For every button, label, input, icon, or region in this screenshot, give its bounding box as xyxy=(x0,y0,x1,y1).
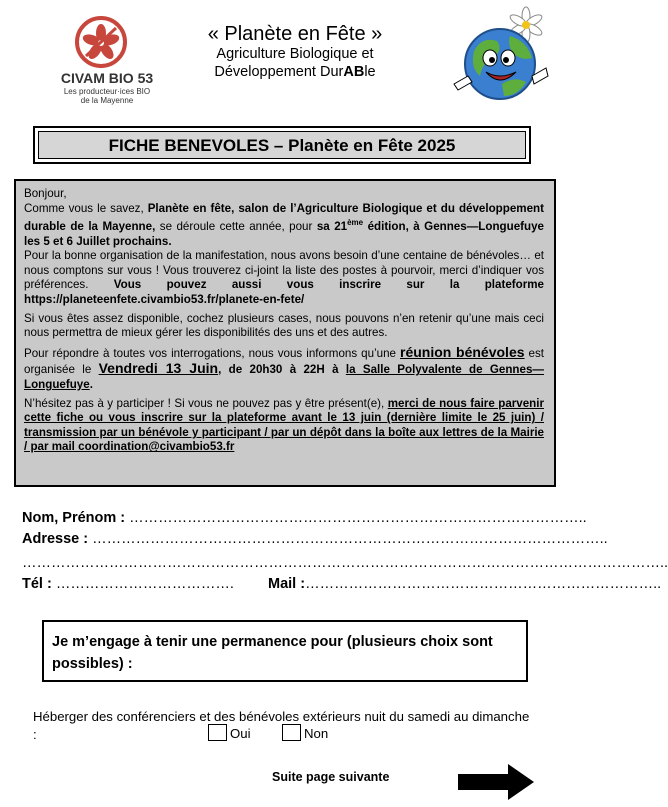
commitment-box xyxy=(42,620,528,682)
mail-label: Mail : xyxy=(268,576,306,592)
hosting-text: Héberger des conférenciers et des bénévoles extérieurs nuit du samedi au dimanche : xyxy=(33,709,530,742)
commitment-text: Je m’engage à tenir une permanence pour (plusieurs choix sont possibles) : xyxy=(52,634,493,672)
meeting-location: la Salle Polyvalente de Gennes—Longuefuye xyxy=(24,363,545,391)
greeting: Bonjour, xyxy=(24,187,67,200)
intro-text: Comme vous le savez, xyxy=(24,201,148,215)
event-dates: édition, à Gennes—Longuefuye les 5 et 6 Juillet prochains. xyxy=(24,220,544,248)
volunteer-paragraph xyxy=(24,249,544,307)
mail-field[interactable] xyxy=(268,574,661,594)
logo-brand-name: CIVAM BIO 53 xyxy=(60,70,154,86)
event-description: Planète en fête, salon de l’Agriculture Biologique et du développement durable de la Mayenne, xyxy=(24,201,544,234)
meeting-date: Vendredi 13 Juin xyxy=(98,360,219,377)
meeting-paragraph xyxy=(24,345,544,393)
address-field[interactable] xyxy=(22,529,608,549)
logo-tagline-line-2: de la Mayenne xyxy=(80,96,134,105)
logo-tagline xyxy=(54,87,160,105)
edition-suffix: ème xyxy=(347,218,364,228)
form-title-banner xyxy=(33,126,531,164)
civam-bio-logo xyxy=(54,14,160,114)
page-title: « Planète en Fête » xyxy=(207,23,383,45)
meeting-title: réunion bénévoles xyxy=(400,343,525,360)
subtitle-line-1: Agriculture Biologique et xyxy=(216,46,374,62)
phone-field[interactable] xyxy=(22,574,234,594)
subtitle-part: Développement Dur xyxy=(214,64,344,80)
arrow-right-icon xyxy=(456,762,536,802)
address-input-line[interactable]: …………………………………………………………………………………………….. xyxy=(88,531,608,547)
next-page-arrow xyxy=(456,762,536,802)
address-extra-line[interactable]: …………………………………………………………………………………………………………………….. xyxy=(22,555,668,571)
smiling-earth-logo xyxy=(452,6,550,106)
availability-paragraph: Si vous êtes assez disponible, cochez plusieurs cases, nous pouvons n’en retenir qu’une mais ceci nous permettra de mieux gérer les disponibilités des uns et des autres. xyxy=(24,311,544,340)
name-label: Nom, Prénom : xyxy=(22,510,126,526)
meeting-time: , de 20h30 à 22H à xyxy=(218,363,346,377)
intro-paragraph xyxy=(24,202,544,250)
form-title: FICHE BENEVOLES – Planète en Fête 2025 xyxy=(108,136,456,155)
hosting-no-option[interactable] xyxy=(282,724,328,741)
next-page-label: Suite page suivante xyxy=(272,770,390,784)
address-label: Adresse : xyxy=(22,531,89,547)
return-text: N’hésitez pas à y participer ! Si vous ne pouvez pas y être présent(e), xyxy=(24,396,388,410)
info-box xyxy=(14,179,556,487)
edition-number: sa 21 xyxy=(316,220,348,234)
meeting-period: . xyxy=(89,377,93,391)
name-field[interactable] xyxy=(22,508,587,528)
name-input-line[interactable]: ………………………………………………………………………………….. xyxy=(125,510,587,526)
subtitle-line-2 xyxy=(170,63,420,81)
subtitle-ab-emphasis: AB xyxy=(343,64,365,80)
intro-text-2: se déroule cette année, pour xyxy=(155,220,317,234)
yes-checkbox[interactable] xyxy=(208,724,227,741)
volunteer-text: Pour la bonne organisation de la manifestation, nous avons besoin d’une centaine de bénévoles… et nous comptons sur vous ! Vous trouverez ci-joint la liste des postes à pourvoir, merci d’indiquer vos préférences. xyxy=(24,249,544,292)
platform-link[interactable]: Vous pouvez aussi vous inscrire sur la plateforme https://planeteenfete.civambio53.fr/planete-en-fete/ xyxy=(24,278,544,307)
no-checkbox[interactable] xyxy=(282,724,301,741)
yes-label: Oui xyxy=(230,726,251,741)
page-subtitle xyxy=(170,45,420,81)
subtitle-part-end: le xyxy=(364,64,376,80)
no-label: Non xyxy=(304,726,329,741)
hosting-yes-option[interactable] xyxy=(208,724,251,741)
return-instructions: merci de nous faire parvenir cette fiche ou vous inscrire sur la plateforme avant le 13 juin (dernière limite le 25 juin) / transmission par un bénévole y participant / par un dépôt dans la boîte aux lettres de la Mairie / par mail coordination@civambio53.fr xyxy=(24,396,544,454)
return-paragraph xyxy=(24,397,544,455)
meeting-text: Pour répondre à toutes vos interrogations, nous vous informons qu’une xyxy=(24,346,401,360)
phone-input-line[interactable]: ………………………………. xyxy=(51,576,234,592)
globe-icon xyxy=(452,6,550,106)
mail-input-line[interactable]: ……………………………………………………………….. xyxy=(305,576,662,592)
phone-label: Tél : xyxy=(22,576,52,592)
address-extra-field[interactable] xyxy=(22,553,668,573)
logo-tagline-line-1: Les producteur·ices BIO xyxy=(63,87,151,96)
meeting-text-2: est organisée le xyxy=(24,346,545,377)
